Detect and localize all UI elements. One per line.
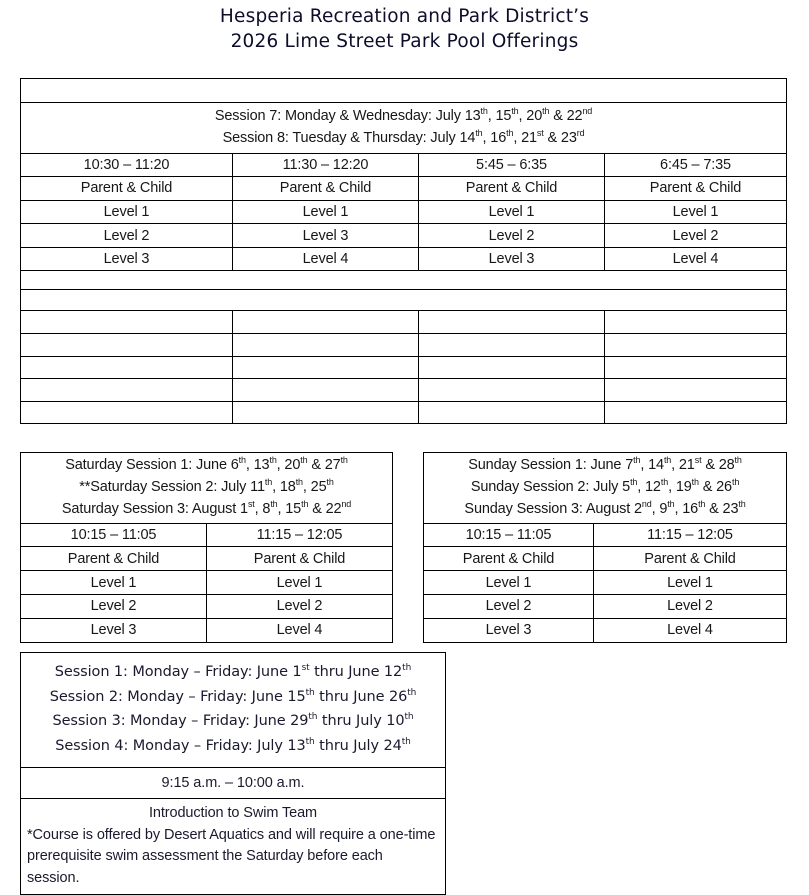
blank-spacer-cell — [21, 271, 787, 290]
main-time-cell: 5:45 – 6:35 — [419, 153, 605, 177]
empty-cell — [605, 401, 787, 424]
empty-cell — [233, 379, 419, 402]
level-cell: Level 2 — [207, 595, 393, 619]
empty-cell — [21, 356, 233, 379]
table-row — [21, 290, 787, 311]
table-row — [21, 523, 393, 547]
table-row — [21, 224, 787, 248]
level-cell: Level 1 — [207, 571, 393, 595]
table-row — [424, 571, 787, 595]
table-row — [21, 768, 446, 799]
empty-cell — [605, 311, 787, 334]
table-row — [21, 271, 787, 290]
weekday-sessions-cell — [21, 653, 446, 768]
table-row — [424, 547, 787, 571]
main-time-cell: 11:30 – 12:20 — [233, 153, 419, 177]
empty-cell — [605, 356, 787, 379]
level-cell: Level 2 — [594, 595, 787, 619]
table-row — [21, 653, 446, 768]
table-row — [21, 102, 787, 153]
empty-cell — [419, 379, 605, 402]
sunday-session-3-line: Sunday Session 3: August 2nd, 9th, 16th & 23th — [464, 499, 746, 518]
table-row — [424, 595, 787, 619]
level-cell: Level 3 — [424, 618, 594, 642]
parent-child-cell: Parent & Child — [605, 177, 787, 201]
table-row — [21, 401, 787, 424]
level-cell: Level 3 — [21, 247, 233, 271]
main-schedule-table — [20, 78, 787, 424]
level-cell: Level 2 — [424, 595, 594, 619]
blank-spacer-cell — [21, 290, 787, 311]
level-cell: Level 1 — [21, 571, 207, 595]
empty-cell — [605, 334, 787, 357]
main-time-cell: 10:30 – 11:20 — [21, 153, 233, 177]
swim-team-note-cell — [21, 799, 446, 895]
weekday-sessions-table — [20, 652, 446, 895]
swim-team-time-cell: 9:15 a.m. – 10:00 a.m. — [21, 768, 446, 799]
blank-top-cell — [21, 79, 787, 103]
table-row — [21, 177, 787, 201]
empty-cell — [419, 356, 605, 379]
level-cell: Level 1 — [419, 200, 605, 224]
table-row — [21, 618, 393, 642]
empty-cell — [605, 379, 787, 402]
saturday-time-cell: 11:15 – 12:05 — [207, 523, 393, 547]
parent-child-cell: Parent & Child — [21, 547, 207, 571]
table-row — [21, 595, 393, 619]
session-8-line: Session 8: Tuesday & Thursday: July 14th, 16th, 21st & 23rd — [222, 128, 585, 146]
parent-child-cell: Parent & Child — [207, 547, 393, 571]
table-row — [424, 453, 787, 524]
level-cell: Level 2 — [21, 224, 233, 248]
empty-cell — [21, 311, 233, 334]
table-row — [21, 356, 787, 379]
table-row — [21, 153, 787, 177]
page-title — [0, 4, 809, 54]
empty-cell — [233, 401, 419, 424]
table-row — [424, 523, 787, 547]
saturday-schedule-table — [20, 452, 393, 643]
session-78-header — [21, 102, 787, 153]
sunday-session-2-line: Sunday Session 2: July 5th, 12th, 19th & 26th — [470, 477, 740, 496]
empty-cell — [419, 311, 605, 334]
session-7-line: Session 7: Monday & Wednesday: July 13th, 15th, 20th & 22nd — [214, 106, 593, 124]
table-row — [21, 379, 787, 402]
saturday-time-cell: 10:15 – 11:05 — [21, 523, 207, 547]
level-cell: Level 2 — [419, 224, 605, 248]
empty-cell — [233, 334, 419, 357]
empty-cell — [419, 401, 605, 424]
level-cell: Level 1 — [594, 571, 787, 595]
empty-cell — [21, 401, 233, 424]
level-cell: Level 3 — [419, 247, 605, 271]
empty-cell — [21, 379, 233, 402]
main-time-cell: 6:45 – 7:35 — [605, 153, 787, 177]
title-line-2: 2026 Lime Street Park Pool Offerings — [230, 31, 579, 52]
level-cell: Level 3 — [233, 224, 419, 248]
table-row — [21, 334, 787, 357]
level-cell: Level 4 — [207, 618, 393, 642]
swim-team-title: Introduction to Swim Team — [148, 805, 318, 821]
level-cell: Level 4 — [605, 247, 787, 271]
table-row — [21, 311, 787, 334]
saturday-session-3-line: Saturday Session 3: August 1st, 8th, 15th & 22nd — [61, 499, 352, 518]
weekday-session-3-line: Session 3: Monday – Friday: June 29th thru July 10th — [52, 712, 414, 729]
parent-child-cell: Parent & Child — [21, 177, 233, 201]
empty-cell — [233, 356, 419, 379]
table-row — [21, 453, 393, 524]
empty-cell — [21, 334, 233, 357]
swim-team-note-body: *Course is offered by Desert Aquatics and will require a one-time prerequisite swim assessment the Saturday before each session. — [27, 826, 436, 886]
sunday-schedule-table — [423, 452, 787, 643]
table-row — [424, 618, 787, 642]
parent-child-cell: Parent & Child — [594, 547, 787, 571]
sunday-sessions-header — [424, 453, 787, 524]
table-row — [21, 547, 393, 571]
level-cell: Level 4 — [233, 247, 419, 271]
parent-child-cell: Parent & Child — [419, 177, 605, 201]
level-cell: Level 1 — [233, 200, 419, 224]
parent-child-cell: Parent & Child — [424, 547, 594, 571]
parent-child-cell: Parent & Child — [233, 177, 419, 201]
weekday-session-1-line: Session 1: Monday – Friday: June 1st thru June 12th — [54, 663, 412, 680]
empty-cell — [233, 311, 419, 334]
empty-cell — [419, 334, 605, 357]
sunday-time-cell: 10:15 – 11:05 — [424, 523, 594, 547]
weekday-session-4-line: Session 4: Monday – Friday: July 13th thru July 24th — [55, 736, 411, 754]
table-row — [21, 200, 787, 224]
table-row — [21, 799, 446, 895]
table-row — [21, 79, 787, 103]
level-cell: Level 1 — [424, 571, 594, 595]
title-line-1: Hesperia Recreation and Park District’s — [219, 6, 590, 27]
level-cell: Level 1 — [605, 200, 787, 224]
table-row — [21, 247, 787, 271]
level-cell: Level 2 — [605, 224, 787, 248]
saturday-session-2-line: **Saturday Session 2: July 11th, 18th, 25th — [79, 477, 334, 496]
sunday-time-cell: 11:15 – 12:05 — [594, 523, 787, 547]
level-cell: Level 2 — [21, 595, 207, 619]
weekday-session-2-line: Session 2: Monday – Friday: June 15th thru June 26th — [49, 687, 417, 705]
level-cell: Level 4 — [594, 618, 787, 642]
table-row — [21, 571, 393, 595]
saturday-sessions-header — [21, 453, 393, 524]
sunday-session-1-line: Sunday Session 1: June 7th, 14th, 21st & 28th — [468, 455, 742, 473]
level-cell: Level 1 — [21, 200, 233, 224]
saturday-session-1-line: Saturday Session 1: June 6th, 13th, 20th & 27th — [65, 455, 348, 473]
level-cell: Level 3 — [21, 618, 207, 642]
